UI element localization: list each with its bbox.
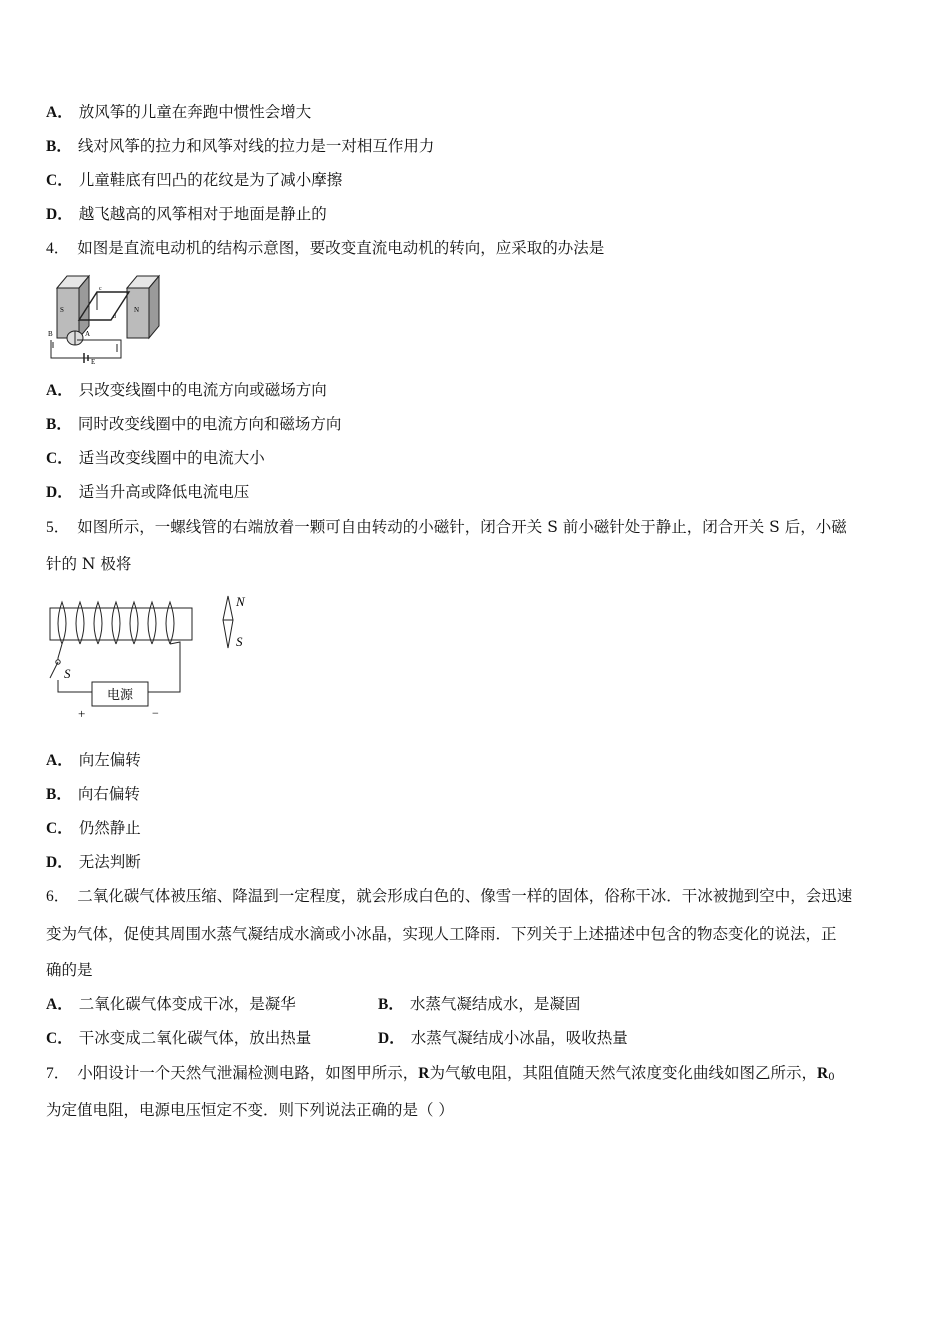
coil-d-label: d (113, 314, 116, 320)
q7-stem-line2: 为定值电阻，电源电压恒定不变．则下列说法正确的是（ ） (46, 1101, 454, 1119)
q4-option-c: C． 适当改变线圈中的电流大小 (46, 449, 265, 467)
battery-e-label: E (91, 358, 96, 365)
brush-a-label: A (85, 330, 91, 338)
q5-option-a: A． 向左偏转 (46, 751, 141, 769)
q3-option-b: B． 线对风筝的拉力和风筝对线的拉力是一对相互作用力 (46, 137, 435, 155)
q4-option-d: D． 适当升高或降低电流电压 (46, 483, 250, 501)
q6-option-b: B． 水蒸气凝结成水，是凝固 (378, 995, 581, 1013)
q5-option-d: D． 无法判断 (46, 853, 141, 871)
switch-s-label: S (64, 666, 71, 681)
needle-s-label: S (236, 634, 243, 649)
plus-label: + (78, 706, 86, 721)
q5-option-c: C． 仍然静止 (46, 819, 141, 837)
needle-n-label: N (236, 594, 245, 609)
dc-motor-figure (47, 270, 167, 365)
coil-c-label: c (99, 286, 102, 292)
q6-option-d: D． 水蒸气凝结成小冰晶，吸收热量 (378, 1029, 628, 1047)
q4-stem: 4． 如图是直流电动机的结构示意图，要改变直流电动机的转向，应采取的办法是 (46, 239, 605, 257)
q6-stem-line2: 变为气体，促使其周围水蒸气凝结成水滴或小冰晶，实现人工降雨．下列关于上述描述中包含的物态变化的说法，正 (46, 925, 837, 943)
magnet-s-label: S (60, 306, 64, 314)
q6-stem-line3: 确的是 (46, 961, 93, 979)
q3-option-d: D． 越飞越高的风筝相对于地面是静止的 (46, 205, 327, 223)
brush-b-label: B (48, 330, 53, 338)
q3-option-c: C． 儿童鞋底有凹凸的花纹是为了减小摩擦 (46, 171, 343, 189)
q4-option-b: B． 同时改变线圈中的电流方向和磁场方向 (46, 415, 342, 433)
power-source-label: 电源 (106, 688, 134, 703)
solenoid-figure (40, 590, 270, 725)
magnet-n-label: N (134, 306, 140, 314)
q7-stem-line1: 7． 小阳设计一个天然气泄漏检测电路，如图甲所示，R为气敏电阻，其阻值随天然气浓度变化曲线如图乙所示，$R_0$ (46, 1064, 835, 1083)
q3-option-a: A． 放风筝的儿童在奔跑中惯性会增大 (46, 103, 312, 121)
minus-label: − (152, 706, 159, 720)
q5-stem-line2: 针的 N 极将 (46, 555, 132, 573)
q4-option-a: A． 只改变线圈中的电流方向或磁场方向 (46, 381, 327, 399)
q5-stem-line1: 5． 如图所示，一螺线管的右端放着一颗可自由转动的小磁针，闭合开关 S 前小磁针处于静止，闭合开关 S 后，小磁 (46, 518, 847, 536)
q5-option-b: B． 向右偏转 (46, 785, 140, 803)
q6-stem-line1: 6． 二氧化碳气体被压缩、降温到一定程度，就会形成白色的、像雪一样的固体，俗称干冰．干冰被抛到空中，会迅速 (46, 887, 853, 905)
q6-option-c: C． 干冰变成二氧化碳气体，放出热量 (46, 1029, 312, 1047)
q6-option-a: A． 二氧化碳气体变成干冰，是凝华 (46, 995, 296, 1013)
